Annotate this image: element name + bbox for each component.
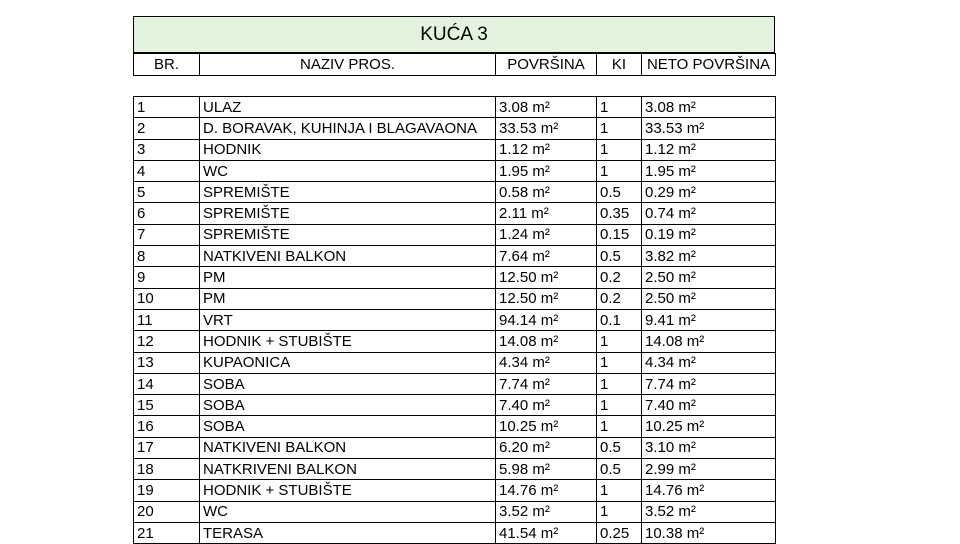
- cell-br: 16: [134, 416, 200, 437]
- cell-povrsina: 10.25 m²: [496, 416, 597, 437]
- table-row: [134, 522, 776, 543]
- cell-povrsina: 3.52 m²: [496, 501, 597, 522]
- cell-naziv: VRT: [200, 309, 496, 330]
- table-row: [134, 160, 776, 181]
- cell-br: 6: [134, 203, 200, 224]
- table-row: [134, 267, 776, 288]
- cell-povrsina: 5.98 m²: [496, 459, 597, 480]
- cell-naziv: SOBA: [200, 395, 496, 416]
- table-row: [134, 459, 776, 480]
- cell-neto: 3.08 m²: [642, 97, 776, 118]
- cell-br: 17: [134, 437, 200, 458]
- cell-neto: 1.95 m²: [642, 160, 776, 181]
- cell-neto: 2.50 m²: [642, 267, 776, 288]
- table-row: [134, 118, 776, 139]
- cell-neto: 3.10 m²: [642, 437, 776, 458]
- cell-naziv: NATKRIVENI BALKON: [200, 459, 496, 480]
- cell-ki: 0.15: [597, 224, 642, 245]
- cell-neto: 0.19 m²: [642, 224, 776, 245]
- cell-naziv: NATKIVENI BALKON: [200, 437, 496, 458]
- cell-povrsina: 6.20 m²: [496, 437, 597, 458]
- cell-neto: 3.52 m²: [642, 501, 776, 522]
- cell-naziv: NATKIVENI BALKON: [200, 246, 496, 267]
- header-row: [134, 54, 776, 76]
- cell-neto: 33.53 m²: [642, 118, 776, 139]
- cell-neto: 2.50 m²: [642, 288, 776, 309]
- cell-povrsina: 0.58 m²: [496, 182, 597, 203]
- cell-neto: 1.12 m²: [642, 139, 776, 160]
- cell-povrsina: 1.24 m²: [496, 224, 597, 245]
- cell-br: 10: [134, 288, 200, 309]
- cell-naziv: SOBA: [200, 416, 496, 437]
- cell-ki: 1: [597, 97, 642, 118]
- cell-povrsina: 7.64 m²: [496, 246, 597, 267]
- header-neto: NETO POVRŠINA: [642, 54, 776, 76]
- cell-naziv: HODNIK + STUBIŠTE: [200, 331, 496, 352]
- cell-povrsina: 1.12 m²: [496, 139, 597, 160]
- header-naziv: NAZIV PROS.: [200, 54, 496, 76]
- cell-povrsina: 33.53 m²: [496, 118, 597, 139]
- cell-neto: 14.08 m²: [642, 331, 776, 352]
- cell-ki: 0.25: [597, 522, 642, 543]
- header-ki: KI: [597, 54, 642, 76]
- cell-neto: 7.74 m²: [642, 373, 776, 394]
- cell-povrsina: 94.14 m²: [496, 309, 597, 330]
- cell-ki: 1: [597, 501, 642, 522]
- cell-povrsina: 41.54 m²: [496, 522, 597, 543]
- table-row: [134, 437, 776, 458]
- cell-povrsina: 3.08 m²: [496, 97, 597, 118]
- cell-ki: 0.5: [597, 182, 642, 203]
- cell-br: 9: [134, 267, 200, 288]
- cell-ki: 1: [597, 373, 642, 394]
- cell-br: 5: [134, 182, 200, 203]
- cell-povrsina: 4.34 m²: [496, 352, 597, 373]
- cell-naziv: WC: [200, 501, 496, 522]
- cell-neto: 9.41 m²: [642, 309, 776, 330]
- cell-naziv: HODNIK + STUBIŠTE: [200, 480, 496, 501]
- cell-neto: 4.34 m²: [642, 352, 776, 373]
- rooms-table: [133, 96, 776, 544]
- cell-naziv: TERASA: [200, 522, 496, 543]
- cell-povrsina: 14.08 m²: [496, 331, 597, 352]
- cell-ki: 1: [597, 160, 642, 181]
- table-row: [134, 501, 776, 522]
- cell-naziv: SPREMIŠTE: [200, 224, 496, 245]
- table-row: [134, 352, 776, 373]
- cell-br: 3: [134, 139, 200, 160]
- cell-br: 21: [134, 522, 200, 543]
- cell-ki: 0.5: [597, 459, 642, 480]
- cell-ki: 0.2: [597, 267, 642, 288]
- cell-br: 13: [134, 352, 200, 373]
- page-title: KUĆA 3: [133, 16, 775, 53]
- cell-br: 14: [134, 373, 200, 394]
- cell-naziv: PM: [200, 288, 496, 309]
- cell-naziv: D. BORAVAK, KUHINJA I BLAGAVAONA: [200, 118, 496, 139]
- cell-naziv: KUPAONICA: [200, 352, 496, 373]
- table-row: [134, 97, 776, 118]
- table-row: [134, 182, 776, 203]
- cell-br: 4: [134, 160, 200, 181]
- cell-ki: 0.5: [597, 246, 642, 267]
- cell-neto: 10.25 m²: [642, 416, 776, 437]
- cell-ki: 0.1: [597, 309, 642, 330]
- table-row: [134, 373, 776, 394]
- cell-povrsina: 12.50 m²: [496, 288, 597, 309]
- table-row: [134, 480, 776, 501]
- cell-br: 2: [134, 118, 200, 139]
- table-row: [134, 139, 776, 160]
- cell-neto: 14.76 m²: [642, 480, 776, 501]
- cell-ki: 1: [597, 331, 642, 352]
- cell-neto: 2.99 m²: [642, 459, 776, 480]
- cell-naziv: WC: [200, 160, 496, 181]
- cell-povrsina: 7.40 m²: [496, 395, 597, 416]
- cell-naziv: ULAZ: [200, 97, 496, 118]
- table-row: [134, 395, 776, 416]
- cell-neto: 7.40 m²: [642, 395, 776, 416]
- cell-br: 12: [134, 331, 200, 352]
- cell-br: 20: [134, 501, 200, 522]
- table-row: [134, 203, 776, 224]
- cell-naziv: SPREMIŠTE: [200, 203, 496, 224]
- cell-br: 7: [134, 224, 200, 245]
- table-row: [134, 246, 776, 267]
- cell-neto: 10.38 m²: [642, 522, 776, 543]
- cell-neto: 0.29 m²: [642, 182, 776, 203]
- cell-br: 11: [134, 309, 200, 330]
- cell-ki: 1: [597, 395, 642, 416]
- cell-ki: 1: [597, 118, 642, 139]
- cell-povrsina: 14.76 m²: [496, 480, 597, 501]
- cell-naziv: SOBA: [200, 373, 496, 394]
- cell-naziv: SPREMIŠTE: [200, 182, 496, 203]
- cell-povrsina: 1.95 m²: [496, 160, 597, 181]
- cell-neto: 3.82 m²: [642, 246, 776, 267]
- table-row: [134, 331, 776, 352]
- table-row: [134, 309, 776, 330]
- cell-neto: 0.74 m²: [642, 203, 776, 224]
- cell-povrsina: 12.50 m²: [496, 267, 597, 288]
- header-povrsina: POVRŠINA: [496, 54, 597, 76]
- table-row: [134, 288, 776, 309]
- cell-ki: 0.2: [597, 288, 642, 309]
- cell-ki: 0.35: [597, 203, 642, 224]
- cell-povrsina: 2.11 m²: [496, 203, 597, 224]
- cell-br: 15: [134, 395, 200, 416]
- cell-br: 1: [134, 97, 200, 118]
- cell-br: 8: [134, 246, 200, 267]
- header-br: BR.: [134, 54, 200, 76]
- table-row: [134, 224, 776, 245]
- table-row: [134, 416, 776, 437]
- cell-br: 19: [134, 480, 200, 501]
- header-table: [133, 53, 776, 76]
- cell-ki: 1: [597, 416, 642, 437]
- cell-naziv: PM: [200, 267, 496, 288]
- cell-povrsina: 7.74 m²: [496, 373, 597, 394]
- cell-ki: 0.5: [597, 437, 642, 458]
- cell-br: 18: [134, 459, 200, 480]
- cell-ki: 1: [597, 480, 642, 501]
- cell-ki: 1: [597, 139, 642, 160]
- cell-ki: 1: [597, 352, 642, 373]
- cell-naziv: HODNIK: [200, 139, 496, 160]
